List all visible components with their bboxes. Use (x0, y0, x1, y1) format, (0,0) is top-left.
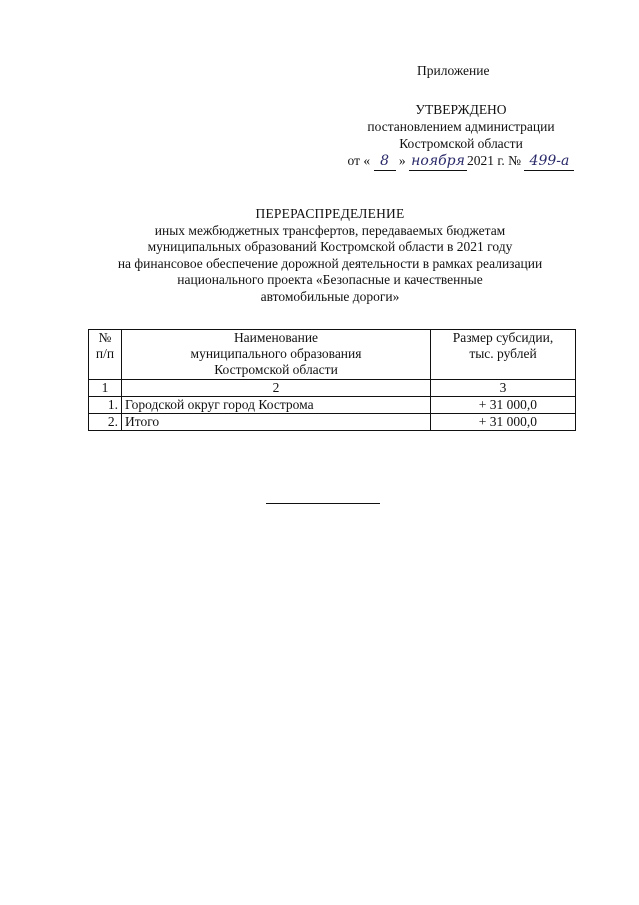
header-name (122, 330, 431, 380)
row-number: 1. (89, 397, 122, 414)
header-amount (431, 330, 576, 380)
date-mid: » (398, 153, 406, 168)
closing-rule (266, 503, 380, 504)
column-number: 3 (431, 380, 576, 397)
row-name: Итого (122, 414, 431, 431)
header-name-line: Костромской области (214, 362, 338, 377)
column-number: 2 (122, 380, 431, 397)
row-amount: + 31 000,0 (431, 397, 576, 414)
header-amount-line: тыс. рублей (469, 346, 537, 361)
header-name-line: муниципального образования (190, 346, 362, 361)
header-amount-line: Размер субсидии, (452, 330, 554, 345)
handwritten-month: ноября (409, 153, 467, 171)
year-part: 2021 г. № (467, 153, 522, 168)
table-header-row (89, 330, 576, 380)
title-heading: ПЕРЕРАСПРЕДЕЛЕНИЕ (255, 206, 405, 221)
header-name-line: Наименование (233, 330, 319, 345)
column-number: 1 (89, 380, 122, 397)
row-amount: + 31 000,0 (431, 414, 576, 431)
header-num-line: п/п (95, 346, 115, 361)
title-line: на финансовое обеспечение дорожной деятельности в рамках реализации (117, 255, 543, 271)
approval-line-1: постановлением администрации (367, 119, 555, 134)
table-row (89, 414, 576, 431)
title-line: иных межбюджетных трансфертов, передаваемых бюджетам (154, 222, 506, 238)
approval-stamp: УТВЕРЖДЕНО (415, 102, 507, 117)
approval-block (330, 101, 592, 171)
table-row (89, 397, 576, 414)
row-number: 2. (89, 414, 122, 431)
approval-line-2: Костромской области (399, 136, 523, 151)
title-line: национального проекта «Безопасные и качественные (177, 272, 483, 287)
header-num-line: № (98, 330, 112, 345)
row-name: Городской округ город Кострома (122, 397, 431, 414)
document-title (80, 206, 580, 305)
approval-date-line (330, 152, 592, 171)
header-num (89, 330, 122, 380)
title-line: автомобильные дороги» (260, 288, 400, 304)
redistribution-table (88, 329, 576, 431)
appendix-label: Приложение (417, 63, 490, 78)
handwritten-day: 8 (374, 153, 396, 171)
column-number-row (89, 380, 576, 397)
title-line: муниципальных образований Костромской области в 2021 году (147, 239, 513, 254)
date-prefix: от « (347, 153, 371, 168)
handwritten-number: 499-а (524, 153, 574, 171)
